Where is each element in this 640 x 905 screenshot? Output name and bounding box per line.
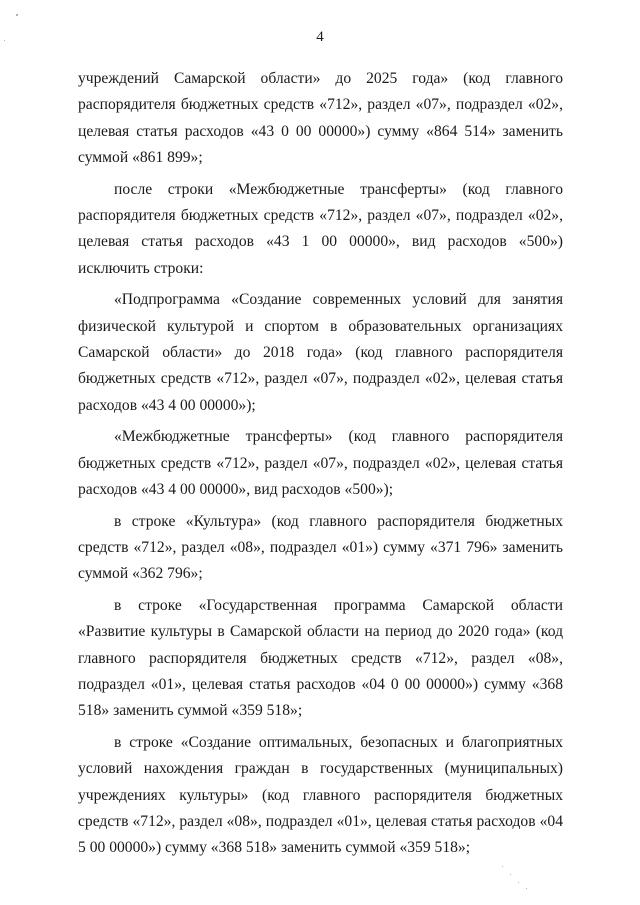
document-body <box>78 66 563 867</box>
paragraph-1: учреждений Самарской области» до 2025 года» (код главного распорядителя бюджетных средств «712», раздел «07», подраздел «02», целевая статья расходов «43 0 00 00000») сумму «864 514» заменить суммой «861 899»; <box>78 70 563 167</box>
scan-speck <box>510 874 511 875</box>
page-number: 4 <box>316 29 324 45</box>
scan-speck <box>526 888 527 889</box>
scan-speck <box>16 14 18 16</box>
scan-speck <box>4 40 5 41</box>
paragraph-7: в строке «Создание оптимальных, безопасных и благоприятных условий нахождения граждан в государственных (муниципальных) учреждениях культуры» (код главного распорядителя бюджетных средств «712», раздел «08», подраздел «01», целевая статья расходов «04 5 00 00000») сумму «368 518» заменить суммой «359 518»; <box>78 733 563 857</box>
scan-speck <box>502 866 503 867</box>
paragraph-5: в строке «Культура» (код главного распорядителя бюджетных средств «712», раздел «08», подраздел «01») сумму «371 796» заменить суммой «362 796»; <box>78 512 563 583</box>
paragraph-4: «Межбюджетные трансферты» (код главного распорядителя бюджетных средств «712», раздел «07», подраздел «02», целевая статья расходов «43 4 00 00000», вид расходов «500»); <box>78 428 563 499</box>
paragraph-3: «Подпрограмма «Создание современных условий для занятия физической культурой и спортом в образовательных организациях Самарской области» до 2018 года» (код главного распорядителя бюджетных средств «712», раздел «07», подраздел «02», целевая статья расходов «43 4 00 00000»); <box>78 291 563 414</box>
scan-speck <box>518 882 519 883</box>
paragraph-6: в строке «Государственная программа Самарской области «Развитие культуры в Самарской области на период до 2020 года» (код главного распорядителя бюджетных средств «712», раздел «08», подраздел «01», целевая статья расходов «04 0 00 00000») сумму «368 518» заменить суммой «359 518»; <box>78 596 563 720</box>
paragraph-2: после строки «Межбюджетные трансферты» (код главного распорядителя бюджетных средств «712», раздел «07», подраздел «02», целевая статья расходов «43 1 00 00000», вид расходов «500») исключить строки: <box>78 180 563 277</box>
